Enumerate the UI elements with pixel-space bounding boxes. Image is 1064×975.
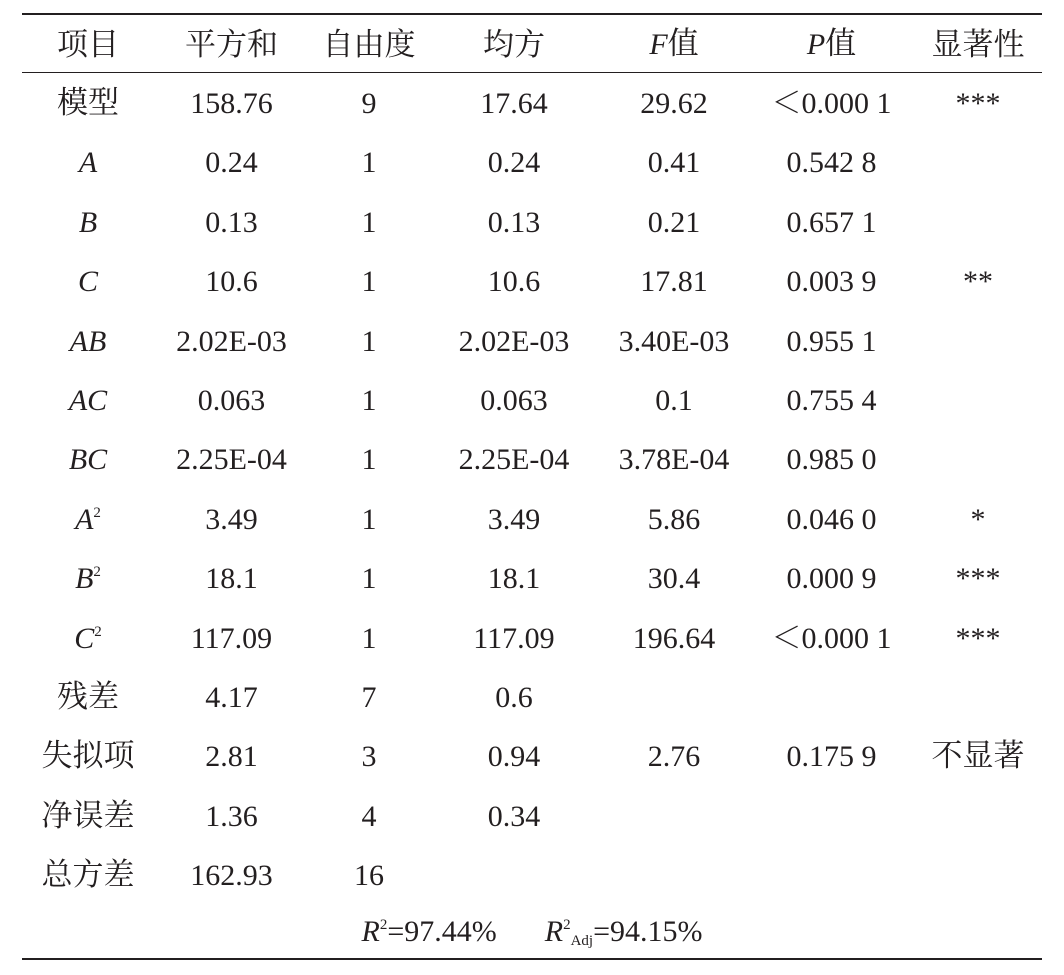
cell-significance: *** <box>955 87 1001 120</box>
table-row <box>22 668 1042 727</box>
table-row <box>22 252 1042 311</box>
cell-significance <box>914 193 1042 252</box>
cell-item: AC <box>68 384 108 418</box>
cell-mean-square: 0.6 <box>495 681 533 715</box>
cell-f-value: 5.86 <box>647 502 701 536</box>
cell-p-value: 0.000 9 <box>786 562 877 596</box>
cell-degrees-of-freedom: 1 <box>361 562 377 596</box>
table-row <box>22 74 1042 133</box>
table-row <box>22 133 1042 192</box>
cell-significance <box>914 430 1042 489</box>
col-header-significance: 显著性 <box>931 26 1025 63</box>
cell-p-value <box>749 668 914 727</box>
cell-mean-square: 0.13 <box>487 205 541 239</box>
cell-degrees-of-freedom: 9 <box>361 87 377 120</box>
cell-item: C <box>77 265 98 299</box>
cell-sum-of-squares: 3.49 <box>205 502 258 536</box>
cell-degrees-of-freedom: 1 <box>361 502 377 536</box>
cell-f-value: 2.76 <box>647 740 701 774</box>
cell-sum-of-squares: 0.24 <box>205 146 258 180</box>
cell-mean-square <box>429 846 599 905</box>
cell-degrees-of-freedom: 1 <box>361 324 377 358</box>
cell-p-value: ＜0.000 1 <box>771 87 892 120</box>
cell-item: BC <box>68 443 108 477</box>
cell-sum-of-squares: 4.17 <box>205 681 258 715</box>
cell-degrees-of-freedom: 1 <box>361 384 377 418</box>
cell-significance <box>914 371 1042 430</box>
cell-significance <box>914 133 1042 192</box>
cell-mean-square: 0.24 <box>487 146 541 180</box>
cell-mean-square: 0.94 <box>487 740 541 774</box>
cell-item: $C^2$ <box>74 621 102 655</box>
cell-p-value <box>749 846 914 905</box>
cell-item: 净误差 <box>41 797 135 834</box>
cell-item: $B^2$ <box>75 562 101 596</box>
cell-f-value <box>599 787 749 846</box>
table-row <box>22 609 1042 668</box>
cell-sum-of-squares: 2.81 <box>205 740 258 774</box>
table-bottom-rule <box>22 958 1042 960</box>
cell-sum-of-squares: 162.93 <box>190 859 273 893</box>
cell-item: B <box>78 205 98 239</box>
table-row <box>22 549 1042 608</box>
col-header-item: 项目 <box>57 26 119 63</box>
cell-sum-of-squares: 117.09 <box>190 621 273 655</box>
cell-significance: 不显著 <box>931 738 1025 775</box>
cell-mean-square: 0.34 <box>487 799 541 833</box>
cell-sum-of-squares: 158.76 <box>190 87 273 120</box>
cell-degrees-of-freedom: 7 <box>361 681 377 715</box>
cell-mean-square: 10.6 <box>487 265 541 299</box>
cell-mean-square: 3.49 <box>487 502 541 536</box>
cell-mean-square: 17.64 <box>480 87 548 120</box>
cell-f-value: 30.4 <box>647 562 701 596</box>
cell-item: 失拟项 <box>41 738 135 775</box>
cell-degrees-of-freedom: 1 <box>361 205 377 239</box>
cell-f-value <box>599 668 749 727</box>
table-row <box>22 727 1042 786</box>
table-row <box>22 787 1042 846</box>
cell-p-value: 0.046 0 <box>786 502 877 536</box>
cell-mean-square: 117.09 <box>473 621 555 655</box>
cell-item: 模型 <box>57 85 119 121</box>
col-header-f-value: F值 <box>649 26 699 62</box>
cell-f-value: 3.78E-04 <box>618 443 730 477</box>
cell-mean-square: 0.063 <box>480 384 548 418</box>
cell-degrees-of-freedom: 16 <box>354 859 384 893</box>
cell-item: A <box>78 146 98 180</box>
cell-significance <box>914 846 1042 905</box>
cell-p-value: 0.955 1 <box>786 324 877 358</box>
cell-item: AB <box>69 324 107 358</box>
cell-sum-of-squares: 2.02E-03 <box>176 324 287 358</box>
table-footnote <box>22 906 1042 958</box>
cell-sum-of-squares: 2.25E-04 <box>176 443 287 477</box>
cell-significance: *** <box>955 562 1001 596</box>
cell-f-value: 0.41 <box>647 146 701 180</box>
cell-p-value <box>749 787 914 846</box>
cell-degrees-of-freedom: 1 <box>361 621 377 655</box>
cell-f-value: 0.1 <box>655 384 693 418</box>
cell-degrees-of-freedom: 3 <box>361 740 377 774</box>
cell-f-value: 17.81 <box>640 265 708 299</box>
cell-mean-square: 2.25E-04 <box>458 443 570 477</box>
cell-item: 总方差 <box>41 857 135 894</box>
r-squared: $R^2=97.44\%$ <box>361 915 497 948</box>
cell-f-value: 3.40E-03 <box>618 324 730 358</box>
col-header-mean-square: 均方 <box>483 26 545 63</box>
cell-significance <box>914 312 1042 371</box>
header-row <box>22 15 1042 74</box>
cell-f-value: 196.64 <box>632 621 716 655</box>
cell-f-value: 29.62 <box>640 87 708 120</box>
cell-p-value: 0.175 9 <box>786 740 877 774</box>
cell-degrees-of-freedom: 1 <box>361 146 377 180</box>
cell-significance <box>914 668 1042 727</box>
table-row <box>22 490 1042 549</box>
cell-degrees-of-freedom: 4 <box>361 799 377 833</box>
col-header-sum-of-squares: 平方和 <box>185 26 278 63</box>
cell-p-value: 0.755 4 <box>786 384 877 418</box>
cell-p-value: ＜0.000 1 <box>771 621 892 655</box>
col-header-p-value: P值 <box>806 26 857 62</box>
table-row <box>22 846 1042 905</box>
table-row <box>22 312 1042 371</box>
cell-significance <box>914 787 1042 846</box>
cell-p-value: 0.657 1 <box>786 205 877 239</box>
cell-degrees-of-freedom: 1 <box>361 443 377 477</box>
cell-mean-square: 2.02E-03 <box>458 324 570 358</box>
cell-sum-of-squares: 18.1 <box>205 562 258 596</box>
cell-significance: ** <box>963 265 993 299</box>
cell-sum-of-squares: 10.6 <box>205 265 258 299</box>
cell-mean-square: 18.1 <box>487 562 541 596</box>
cell-significance: *** <box>955 621 1001 655</box>
table-row <box>22 193 1042 252</box>
col-header-degrees-of-freedom: 自由度 <box>322 26 416 63</box>
cell-p-value: 0.985 0 <box>786 443 877 477</box>
table-row <box>22 371 1042 430</box>
anova-table <box>22 15 1042 906</box>
table-row <box>22 430 1042 489</box>
cell-sum-of-squares: 0.13 <box>205 205 258 239</box>
cell-item: $A^2$ <box>75 502 101 536</box>
cell-f-value <box>599 846 749 905</box>
cell-p-value: 0.003 9 <box>786 265 877 299</box>
cell-sum-of-squares: 0.063 <box>197 384 266 418</box>
cell-degrees-of-freedom: 1 <box>361 265 377 299</box>
r-squared-adjusted: $R^2_{Adj}=94.15\%$ <box>544 915 703 949</box>
cell-significance: * <box>970 502 986 536</box>
cell-p-value: 0.542 8 <box>786 146 877 180</box>
cell-item: 残差 <box>57 679 119 716</box>
cell-sum-of-squares: 1.36 <box>205 799 258 833</box>
cell-f-value: 0.21 <box>647 205 701 239</box>
